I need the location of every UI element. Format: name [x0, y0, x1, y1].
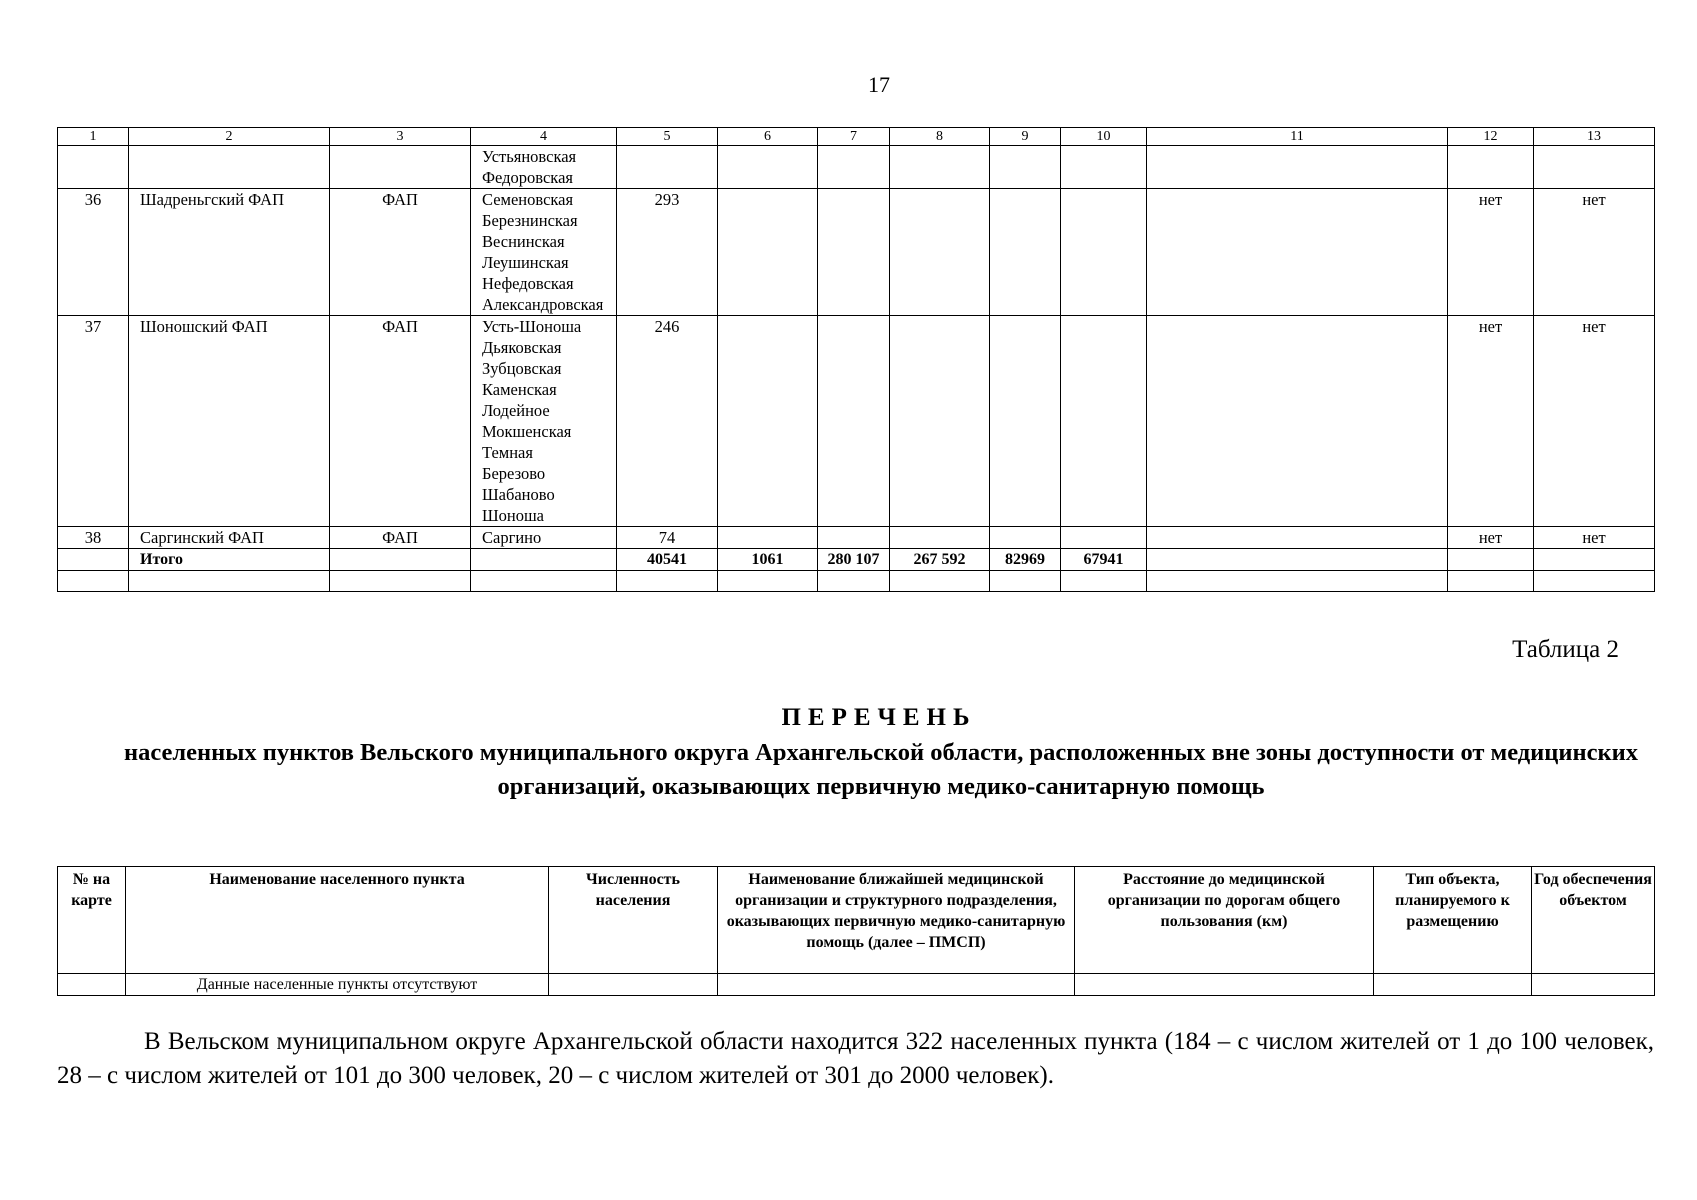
empty-cell — [1147, 549, 1448, 571]
facility-name: Саргинский ФАП — [129, 527, 330, 549]
header-year: Год обеспечения объектом — [1532, 867, 1655, 974]
value-cell: 74 — [617, 527, 718, 549]
value-cell: нет — [1534, 189, 1655, 316]
total-value: 40541 — [617, 549, 718, 571]
header-nearest-organization: Наименование ближайшей медицинской организации и структурного подразделения, оказывающих первичную медико-санитарную помощь (далее – ПМСП) — [718, 867, 1075, 974]
empty-cell — [718, 189, 818, 316]
empty-cell — [1448, 571, 1534, 592]
list-subtitle: населенных пунктов Вельского муниципального округа Архангельской области, расположенных вне зоны доступности от медицинских организаций, оказывающих первичную медико-санитарную помощь — [123, 739, 1639, 800]
column-number: 3 — [330, 128, 471, 146]
column-number: 1 — [58, 128, 129, 146]
empty-cell — [990, 189, 1061, 316]
table-row — [58, 146, 1655, 189]
empty-cell — [718, 316, 818, 527]
empty-cell — [890, 316, 990, 527]
location-name: Мокшенская — [482, 422, 572, 441]
page-number: 17 — [868, 72, 890, 97]
locations-cell — [471, 189, 617, 316]
column-number: 4 — [471, 128, 617, 146]
empty-cell — [1061, 316, 1147, 527]
locations-cell — [471, 316, 617, 527]
empty-cell — [890, 146, 990, 189]
row-number: 38 — [58, 527, 129, 549]
empty-cell — [1534, 571, 1655, 592]
header-settlement-name: Наименование населенного пункта — [126, 867, 549, 974]
row-number: 36 — [58, 189, 129, 316]
empty-cell — [890, 189, 990, 316]
location-name: Шабаново — [482, 485, 555, 504]
empty-cell — [990, 316, 1061, 527]
empty-cell — [1448, 549, 1534, 571]
empty-cell — [471, 571, 617, 592]
empty-row — [58, 571, 1655, 592]
value-cell: нет — [1534, 527, 1655, 549]
value-cell: 246 — [617, 316, 718, 527]
total-value: 82969 — [990, 549, 1061, 571]
column-number: 10 — [1061, 128, 1147, 146]
empty-cell — [1147, 189, 1448, 316]
row-number — [58, 146, 129, 189]
empty-cell — [890, 571, 990, 592]
location-name: Шоноша — [482, 506, 545, 525]
empty-cell — [471, 549, 617, 571]
column-number: 13 — [1534, 128, 1655, 146]
value-cell — [1448, 146, 1534, 189]
facility-name: Шадреньгский ФАП — [129, 189, 330, 316]
facility-type — [330, 146, 471, 189]
empty-cell — [330, 571, 471, 592]
empty-cell — [990, 571, 1061, 592]
empty-cell — [1532, 974, 1655, 996]
column-number: 11 — [1147, 128, 1448, 146]
location-name: Березово — [482, 464, 546, 483]
location-name: Зубцовская — [482, 359, 562, 378]
locations-cell — [471, 527, 617, 549]
settlements-table — [57, 866, 1655, 996]
column-number-row — [58, 128, 1655, 146]
column-number: 2 — [129, 128, 330, 146]
empty-cell — [58, 571, 129, 592]
location-name: Семеновская — [482, 190, 574, 209]
location-name: Саргино — [482, 528, 542, 547]
header-object-type: Тип объекта, планируемого к размещению — [1374, 867, 1532, 974]
value-cell: 293 — [617, 189, 718, 316]
location-name: Усть-Шоноша — [482, 317, 582, 336]
location-name: Александровская — [482, 295, 604, 314]
empty-cell — [1534, 549, 1655, 571]
empty-cell — [549, 974, 718, 996]
empty-cell — [818, 571, 890, 592]
empty-cell — [990, 527, 1061, 549]
empty-cell — [1147, 571, 1448, 592]
empty-cell — [58, 549, 129, 571]
total-value: 1061 — [718, 549, 818, 571]
column-number: 8 — [890, 128, 990, 146]
empty-cell — [1147, 527, 1448, 549]
row-number: 37 — [58, 316, 129, 527]
empty-cell — [718, 146, 818, 189]
empty-cell — [1147, 146, 1448, 189]
empty-cell — [718, 571, 818, 592]
empty-cell — [330, 549, 471, 571]
total-value: 280 107 — [818, 549, 890, 571]
table-row — [58, 974, 1655, 996]
location-name: Березнинская — [482, 211, 578, 230]
empty-cell — [818, 316, 890, 527]
value-cell: нет — [1448, 527, 1534, 549]
total-row — [58, 549, 1655, 571]
total-value: 267 592 — [890, 549, 990, 571]
header-map-number: № на карте — [58, 867, 126, 974]
column-number: 7 — [818, 128, 890, 146]
total-value: 67941 — [1061, 549, 1147, 571]
facility-name: Шоношский ФАП — [129, 316, 330, 527]
empty-cell — [718, 527, 818, 549]
location-name: Нефедовская — [482, 274, 574, 293]
locations-cell — [471, 146, 617, 189]
location-name: Дьяковская — [482, 338, 562, 357]
column-number: 5 — [617, 128, 718, 146]
facility-type: ФАП — [330, 189, 471, 316]
table-row — [58, 316, 1655, 527]
table-caption: Таблица 2 — [1512, 636, 1619, 663]
empty-message: Данные населенные пункты отсутствуют — [126, 974, 549, 996]
table-header-row — [58, 867, 1655, 974]
value-cell — [617, 146, 718, 189]
location-name: Устьяновская — [482, 147, 577, 166]
location-name: Леушинская — [482, 253, 569, 272]
column-number: 9 — [990, 128, 1061, 146]
empty-cell — [718, 974, 1075, 996]
empty-cell — [617, 571, 718, 592]
list-title: ПЕРЕЧЕНЬ — [781, 704, 977, 731]
facility-name — [129, 146, 330, 189]
column-number: 12 — [1448, 128, 1534, 146]
facilities-table — [57, 127, 1655, 592]
header-distance: Расстояние до медицинской организации по дорогам общего пользования (км) — [1075, 867, 1374, 974]
value-cell: нет — [1448, 189, 1534, 316]
location-name: Лодейное — [482, 401, 550, 420]
empty-cell — [818, 527, 890, 549]
empty-cell — [58, 974, 126, 996]
value-cell — [1534, 146, 1655, 189]
empty-cell — [1374, 974, 1532, 996]
value-cell: нет — [1448, 316, 1534, 527]
empty-cell — [129, 571, 330, 592]
facility-type: ФАП — [330, 316, 471, 527]
empty-cell — [818, 189, 890, 316]
total-label: Итого — [129, 549, 330, 571]
header-population: Численность населения — [549, 867, 718, 974]
facility-type: ФАП — [330, 527, 471, 549]
value-cell: нет — [1534, 316, 1655, 527]
location-name: Веснинская — [482, 232, 565, 251]
summary-paragraph: В Вельском муниципальном округе Архангельской области находится 322 населенных пункта (184 – с числом жителей от 1 до 100 человек, 28 – с числом жителей от 101 до 300 человек, 20 – с числом жителей от 301 до 2000 человек). — [57, 1028, 1654, 1089]
empty-cell — [1061, 146, 1147, 189]
empty-cell — [890, 527, 990, 549]
empty-cell — [990, 146, 1061, 189]
empty-cell — [1075, 974, 1374, 996]
location-name: Каменская — [482, 380, 557, 399]
empty-cell — [1061, 527, 1147, 549]
empty-cell — [1147, 316, 1448, 527]
location-name: Федоровская — [482, 168, 573, 187]
empty-cell — [1061, 189, 1147, 316]
table-row — [58, 189, 1655, 316]
table-row — [58, 527, 1655, 549]
empty-cell — [1061, 571, 1147, 592]
column-number: 6 — [718, 128, 818, 146]
empty-cell — [818, 146, 890, 189]
location-name: Темная — [482, 443, 533, 462]
